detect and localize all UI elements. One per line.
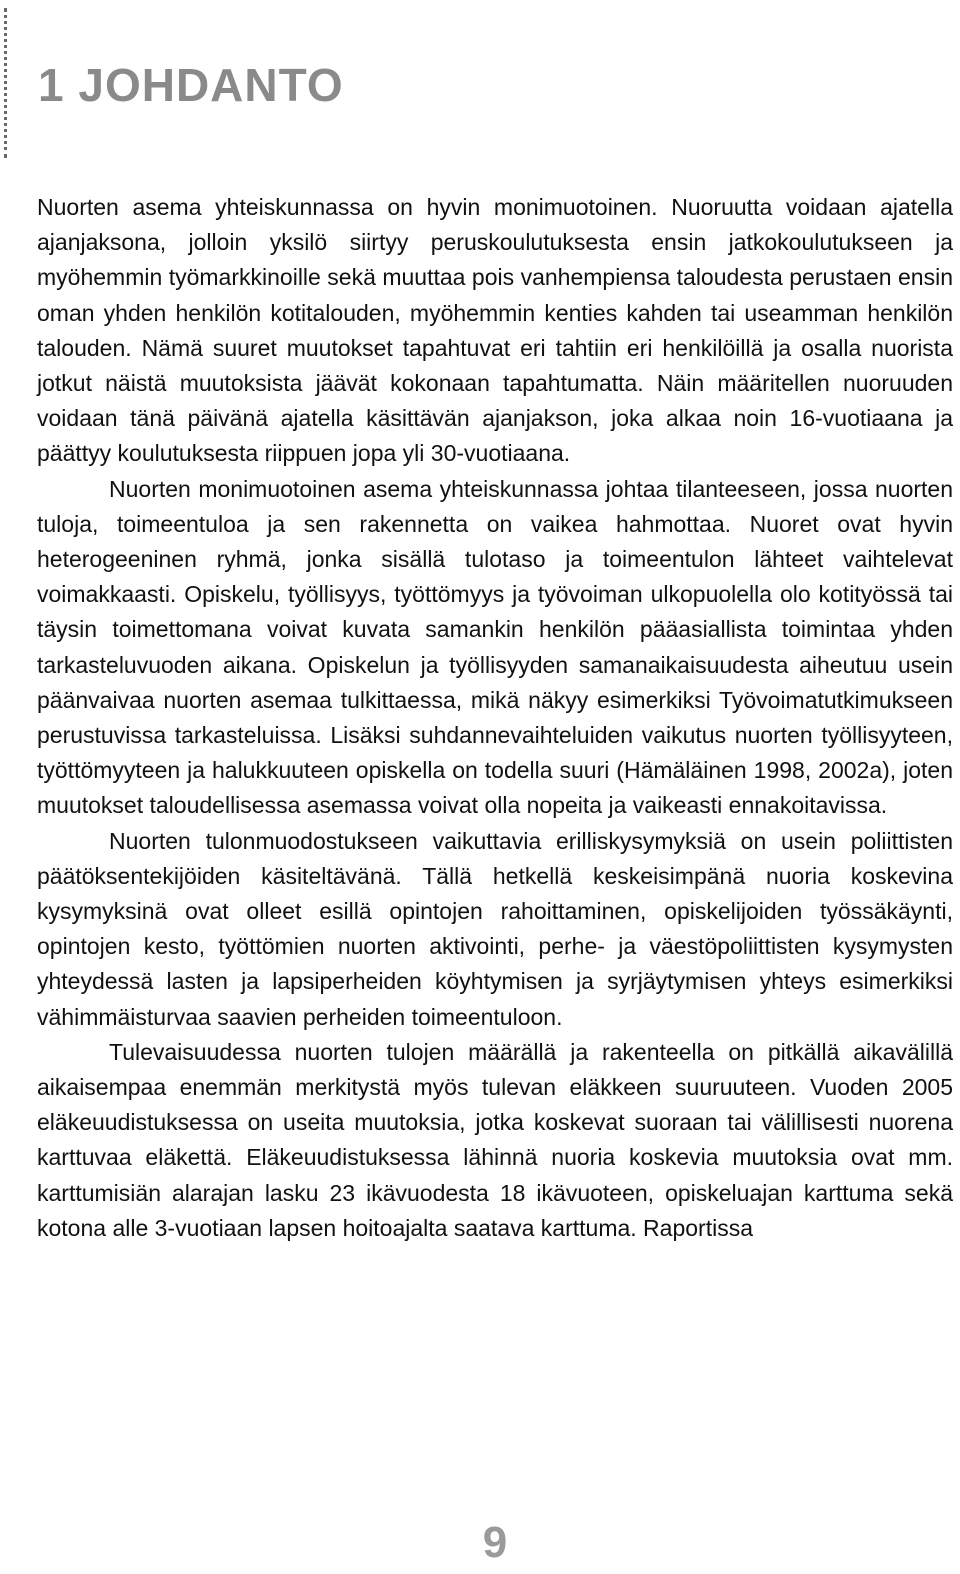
paragraph-policy-questions: Nuorten tulonmuodostukseen vaikuttavia erilliskysymyksiä on usein poliittisten päätöksentekijöiden käsiteltävänä. Tällä hetkellä keskeisimpänä nuoria koskevina kysymyksinä ovat olleet esillä opintojen rahoittaminen, opiskelijoiden työssäkäynti, opintojen kesto, työttömien nuorten aktivointi, perhe- ja väestöpoliittisten kysymysten yhteydessä lasten ja lapsiperheiden köyhtymisen ja syrjäytymisen yhteys esimerkiksi vähimmäisturvaa saavien perheiden toimeentuloon. bbox=[37, 827, 953, 1030]
page-number: 9 bbox=[482, 1518, 508, 1567]
chapter-title: 1 JOHDANTO bbox=[38, 59, 344, 111]
body-text bbox=[37, 190, 953, 1246]
paragraph-income-structure: Nuorten monimuotoinen asema yhteiskunnassa johtaa tilanteeseen, jossa nuorten tuloja, toimeentuloa ja sen rakennetta on vaikea hahmottaa. Nuoret ovat hyvin heterogeeninen ryhmä, jonka sisällä tulotaso ja toimeentulon lähteet vaihtelevat voimakkaasti. Opiskelu, työllisyys, työttömyys ja työvoiman ulkopuolella olo kotityössä tai täysin toimettomana voivat kuvata samankin henkilön pääasiallista toimintaa yhden tarkasteluvuoden aikana. Opiskelun ja työllisyyden samanaikaisuudesta aiheutuu usein päänvaivaa nuorten asemaa tulkittaessa, mikä näkyy esimerkiksi Työvoimatutkimukseen perustuvissa tarkasteluissa. Lisäksi suhdannevaihteluiden vaikutus nuorten työllisyyteen, työttömyyteen ja halukkuuteen opiskella on todella suuri (Hämäläinen 1998, 2002a), joten muutokset taloudellisessa asemassa voivat olla nopeita ja vaikeasti ennakoitavissa. bbox=[37, 475, 953, 819]
paragraph-intro: Nuorten asema yhteiskunnassa on hyvin monimuotoinen. Nuoruutta voidaan ajatella ajanjaksona, jolloin yksilö siirtyy peruskoulutuksesta ensin jatkokoulutukseen ja myöhemmin työmarkkinoille sekä muuttaa pois vanhempiensa taloudesta perustaen ensin oman yhden henkilön kotitalouden, myöhemmin kenties kahden tai useamman henkilön talouden. Nämä suuret muutokset tapahtuvat eri tahtiin eri henkilöillä ja osalla nuorista jotkut näistä muutoksista jäävät kokonaan tapahtumatta. Näin määritellen nuoruuden voidaan tänä päivänä ajatella käsittävän ajanjakson, joka alkaa noin 16-vuotiaana ja päättyy koulutuksesta riippuen jopa yli 30-vuotiaana. bbox=[37, 194, 953, 467]
paragraph-pension-reform: Tulevaisuudessa nuorten tulojen määrällä ja rakenteella on pitkällä aikavälillä aikaisempaa enemmän merkitystä myös tulevan eläkkeen suuruuteen. Vuoden 2005 eläkeuudistuksessa on useita muutoksia, jotka koskevat suoraan tai välillisesti nuorena karttuvaa eläkettä. Eläkeuudistuksessa lähinnä nuoria koskevia muutoksia ovat mm. karttumisiän alarajan lasku 23 ikävuodesta 18 ikävuoteen, opiskeluajan karttuma sekä kotona alle 3-vuotiaan lapsen hoitoajalta saatava karttuma. Raportissa bbox=[37, 1038, 953, 1241]
margin-dotted-rule bbox=[4, 8, 7, 158]
